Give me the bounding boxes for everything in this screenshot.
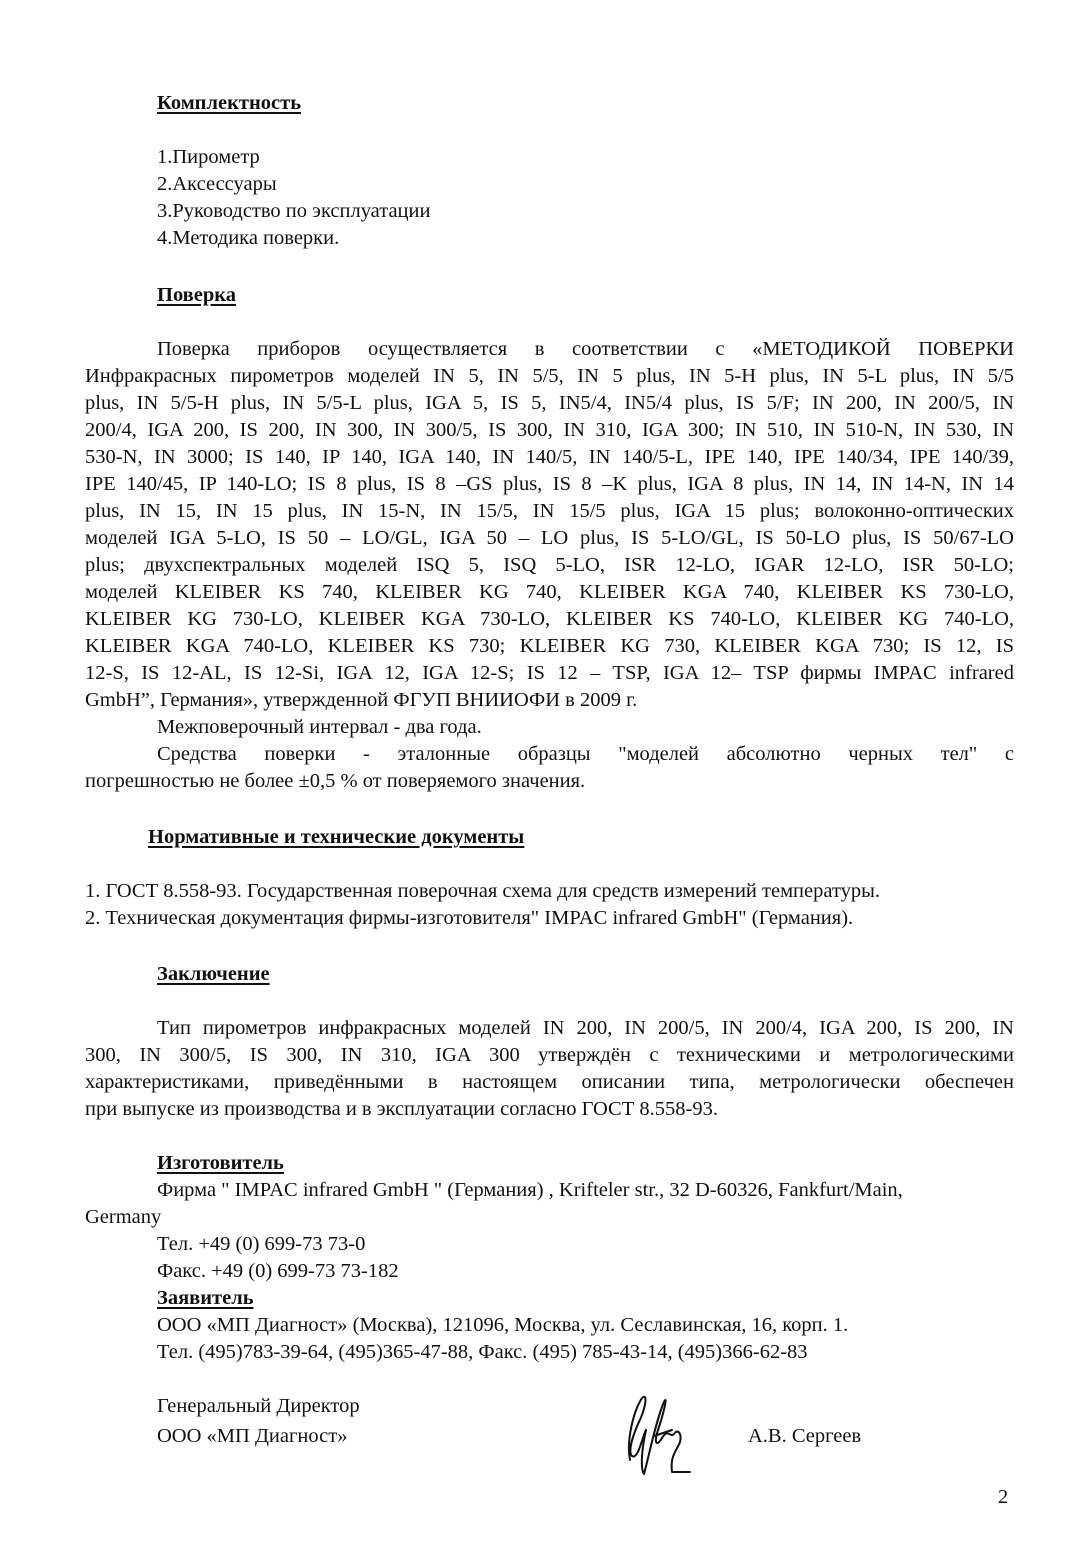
applicant-heading: Заявитель xyxy=(157,1287,254,1309)
completeness-heading: Комплектность xyxy=(157,92,302,114)
verification-heading: Поверка xyxy=(157,284,237,306)
normative-item: 2. Техническая документация фирмы-изготовителя" IMPAC infrared GmbH" (Германия). xyxy=(85,907,854,929)
normative-heading: Нормативные и технические документы xyxy=(148,826,525,848)
verification-interval: Межповерочный интервал - два года. xyxy=(157,716,482,738)
verification-paragraph-line: Инфракрасных пирометров моделей IN 5, IN 5/5, IN 5 plus, IN 5-H plus, IN 5-L plus, IN 5/5 xyxy=(85,365,1014,387)
verification-paragraph-line: plus, IN 15, IN 15 plus, IN 15-N, IN 15/5, IN 15/5 plus, IGA 15 plus; волоконно-оптических xyxy=(85,500,1014,522)
applicant-contacts: Тел. (495)783-39-64, (495)365-47-88, Факс. (495) 785-43-14, (495)366-62-83 xyxy=(157,1341,808,1363)
verification-paragraph-line: GmbH”, Германия», утвержденной ФГУП ВНИИОФИ в 2009 г. xyxy=(85,689,638,711)
verification-paragraph-line: моделей KLEIBER KS 740, KLEIBER KG 740, KLEIBER KGA 740, KLEIBER KS 730-LO, xyxy=(85,581,1014,603)
manufacturer-country: Germany xyxy=(85,1206,162,1228)
signatory-name: А.В. Сергеев xyxy=(748,1425,862,1447)
verification-paragraph-line: 12-S, IS 12-AL, IS 12-Si, IGA 12, IGA 12-S; IS 12 – TSP, IGA 12– TSP фирмы IMPAC infrared xyxy=(85,662,1014,684)
completeness-item: 4.Методика поверки. xyxy=(157,227,340,249)
conclusion-line: Тип пирометров инфракрасных моделей IN 200, IN 200/5, IN 200/4, IGA 200, IS 200, IN xyxy=(157,1017,1014,1039)
verification-paragraph-line: моделей IGA 5-LO, IS 50 – LO/GL, IGA 50 – LO plus, IS 5-LO/GL, IS 50-LO plus, IS 50/67-LO xyxy=(85,527,1014,549)
conclusion-heading: Заключение xyxy=(157,963,270,985)
verification-paragraph-line: Поверка приборов осуществляется в соответствии с «МЕТОДИКОЙ ПОВЕРКИ xyxy=(157,338,1014,360)
verification-paragraph-line: KLEIBER KG 730-LO, KLEIBER KGA 730-LO, KLEIBER KS 740-LO, KLEIBER KG 740-LO, xyxy=(85,608,1014,630)
conclusion-line: при выпуске из производства и в эксплуатации согласно ГОСТ 8.558-93. xyxy=(85,1098,718,1120)
manufacturer-fax: Факс. +49 (0) 699-73 73-182 xyxy=(157,1260,399,1282)
verification-paragraph-line: plus, IN 5/5-H plus, IN 5/5-L plus, IGA 5, IS 5, IN5/4, IN5/4 plus, IS 5/F; IN 200, IN 200/5, IN xyxy=(85,392,1014,414)
signatory-organization: ООО «МП Диагност» xyxy=(157,1425,348,1447)
conclusion-line: 300, IN 300/5, IS 300, IN 310, IGA 300 утверждён с техническими и метрологическими xyxy=(85,1044,1014,1066)
page-number: 2 xyxy=(998,1486,1009,1508)
verification-paragraph-line: plus; двухспектральных моделей ISQ 5, ISQ 5-LO, ISR 12-LO, IGAR 12-LO, ISR 50-LO; xyxy=(85,554,1014,576)
manufacturer-address: Фирма " IMPAC infrared GmbH " (Германия) , Krifteler str., 32 D-60326, Fankfurt/Main, xyxy=(157,1179,903,1201)
completeness-item: 3.Руководство по эксплуатации xyxy=(157,200,431,222)
verification-paragraph-line: KLEIBER KGA 740-LO, KLEIBER KS 730; KLEIBER KG 730, KLEIBER KGA 730; IS 12, IS xyxy=(85,635,1014,657)
conclusion-line: характеристиками, приведёнными в настоящем описании типа, метрологически обеспечен xyxy=(85,1071,1014,1093)
manufacturer-heading: Изготовитель xyxy=(157,1152,284,1174)
verification-paragraph-line: 530-N, IN 3000; IS 140, IP 140, IGA 140, IN 140/5, IN 140/5-L, IPE 140, IPE 140/34, IPE 140/39, xyxy=(85,446,1014,468)
handwritten-signature-icon xyxy=(612,1390,737,1480)
verification-paragraph-line: IPE 140/45, IP 140-LO; IS 8 plus, IS 8 –GS plus, IS 8 –K plus, IGA 8 plus, IN 14, IN 14-N, IN 14 xyxy=(85,473,1014,495)
completeness-item: 2.Аксессуары xyxy=(157,173,277,195)
normative-item: 1. ГОСТ 8.558-93. Государственная поверочная схема для средств измерений температуры. xyxy=(85,880,881,902)
completeness-item: 1.Пирометр xyxy=(157,146,260,168)
applicant-address: ООО «МП Диагност» (Москва), 121096, Москва, ул. Сеславинская, 16, корп. 1. xyxy=(157,1314,849,1336)
verification-means-line: Средства поверки - эталонные образцы "моделей абсолютно черных тел" с xyxy=(157,743,1014,765)
manufacturer-phone: Тел. +49 (0) 699-73 73-0 xyxy=(157,1233,366,1255)
signatory-title: Генеральный Директор xyxy=(157,1395,360,1417)
verification-paragraph-line: 200/4, IGA 200, IS 200, IN 300, IN 300/5, IS 300, IN 310, IGA 300; IN 510, IN 510-N, IN 530, IN xyxy=(85,419,1014,441)
verification-means-line: погрешностью не более ±0,5 % от поверяемого значения. xyxy=(85,770,586,792)
